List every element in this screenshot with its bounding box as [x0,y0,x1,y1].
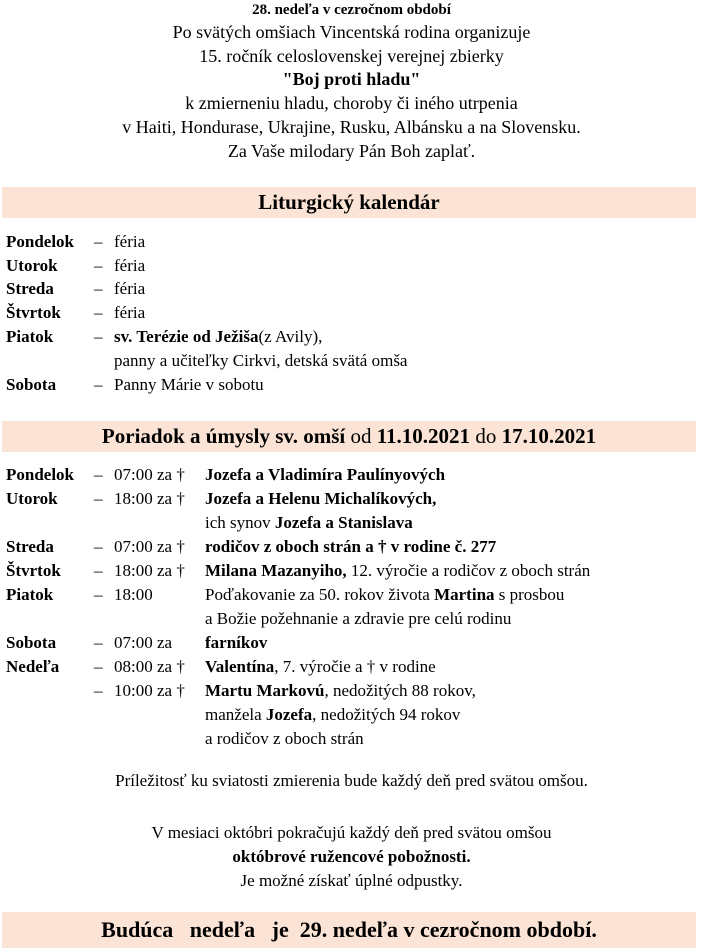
mass-time: 07:00 za † [114,537,185,556]
intent-text: , 7. výročie a † v rodine [274,657,436,676]
intent-text: s prosbou [494,585,565,604]
calendar-day: Pondelok [6,232,75,251]
dash: – [94,327,103,346]
mass-day: Streda [6,537,54,556]
masses-start-date: 11.10.2021 [376,424,471,448]
intent-text: ich synov [205,513,275,532]
dash: – [94,232,103,251]
intent-text: , nedožitých 94 rokov [312,705,461,724]
mass-intent: Jozefa a Vladimíra Paulínyových [205,465,446,484]
intent-text: 12. výročie a rodičov z oboch strán [346,561,591,580]
confession-note: Príležitosť ku sviatosti zmierenia bude každý deň pred svätou omšou. [115,771,588,790]
masses-to: do [470,424,502,448]
calendar-text: féria [114,256,146,275]
masses-heading [2,421,696,452]
masses-end-date: 17.10.2021 [501,424,597,448]
dash: – [94,375,103,394]
calendar-text: Panny Márie v sobotu [114,375,264,394]
mass-intent [205,584,564,606]
intent-text: Poďakovanie za 50. rokov života [205,585,435,604]
saint-name: sv. Terézie od Ježiša [114,327,259,346]
dash: – [94,633,103,652]
mass-intent-cont: a rodičov z oboch strán [205,729,364,748]
mass-time: 18:00 za † [114,489,185,508]
calendar-day: Utorok [6,256,58,275]
mass-day: Štvrtok [6,561,61,580]
sunday-title: 28. nedeľa v cezročnom období [252,2,451,18]
intent-text: manžela [205,705,266,724]
calendar-text: féria [114,232,146,251]
calendar-text: panny a učiteľky Cirkvi, detská svätá omša [114,351,408,370]
mass-intent: rodičov z oboch strán a † v rodine č. 277 [205,537,497,556]
intro-line-5: Za Vaše milodary Pán Boh zaplať. [227,141,476,161]
calendar-text [114,326,322,348]
dash: – [94,489,103,508]
calendar-text: féria [114,303,146,322]
calendar-day: Piatok [6,327,54,346]
mass-time: 07:00 za [114,633,173,652]
mass-time: 07:00 za † [114,465,185,484]
intent-text: , nedožitých 88 rokov, [324,681,476,700]
intro-line-2: 15. ročník celoslovenskej verejnej zbierky [199,46,504,66]
mass-intent [205,560,590,582]
mass-day: Sobota [6,633,57,652]
intro-line-3: k zmierneniu hladu, choroby či iného utrpenia [185,93,518,113]
next-sunday-banner: Budúca nedeľa je 29. nedeľa v cezročnom období. [2,912,696,948]
intro-line-1: Po svätých omšiach Vincentská rodina organizuje [172,22,531,42]
mass-intent-cont [205,704,460,726]
intent-names: Milana Mazanyiho, [205,561,347,580]
intent-names: Martina [434,585,495,604]
dash: – [94,465,103,484]
mass-time: 18:00 [114,585,153,604]
calendar-text: féria [114,279,146,298]
dash: – [94,256,103,275]
calendar-day: Streda [6,279,54,298]
calendar-day: Sobota [6,375,57,394]
mass-intent [205,680,476,702]
dash: – [94,561,103,580]
rosary-note-3: Je možné získať úplné odpustky. [240,871,463,890]
intent-names: Martu Markovú [205,681,325,700]
calendar-day: Štvrtok [6,303,61,322]
dash: – [94,681,103,700]
intro-line-4: v Haiti, Hondurase, Ukrajine, Rusku, Albánsku a na Slovensku. [122,117,581,137]
dash: – [94,537,103,556]
dash: – [94,657,103,676]
mass-day: Utorok [6,489,58,508]
mass-time: 18:00 za † [114,561,185,580]
mass-time: 10:00 za † [114,681,185,700]
masses-title: Poriadok a úmysly sv. omší [101,424,346,448]
intent-names: Jozefa [265,705,313,724]
mass-intent-cont: a Božie požehnanie a zdravie pre celú rodinu [205,609,512,628]
mass-day: Nedeľa [6,657,60,676]
mass-day: Pondelok [6,465,75,484]
calendar-heading: Liturgický kalendár [2,187,696,218]
intent-names: Jozefa a Stanislava [274,513,413,532]
saint-suffix: (z Avily), [258,327,323,346]
mass-intent: Jozefa a Helenu Michalíkových, [205,489,437,508]
campaign-name: "Boj proti hladu" [282,69,421,89]
rosary-note-1: V mesiaci októbri pokračujú každý deň pred svätou omšou [151,823,552,842]
mass-intent-cont [205,512,413,534]
mass-intent: farníkov [205,633,268,652]
dash: – [94,279,103,298]
intent-names: Valentína [205,657,275,676]
mass-day: Piatok [6,585,54,604]
rosary-note-2: októbrové ružencové pobožnosti. [232,847,471,866]
masses-from: od [345,424,377,448]
dash: – [94,585,103,604]
mass-intent [205,656,436,678]
dash: – [94,303,103,322]
mass-time: 08:00 za † [114,657,185,676]
